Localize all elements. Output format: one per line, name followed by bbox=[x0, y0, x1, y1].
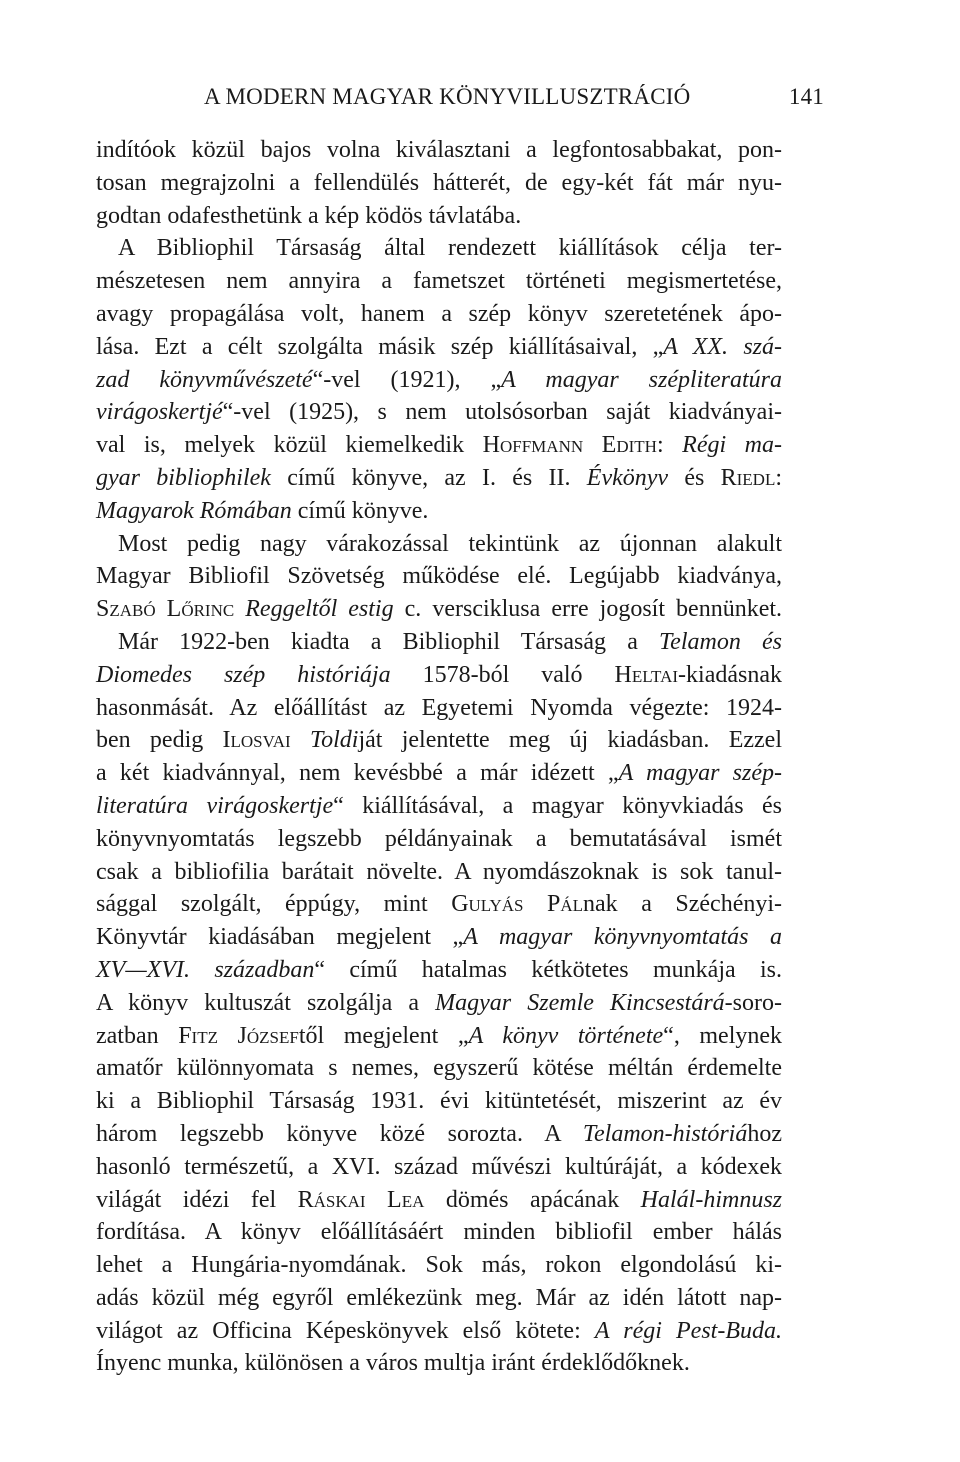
text-line bbox=[96, 757, 782, 790]
text-segment: Ínyenc munka, különösen a város multja iránt érdeklődőknek. bbox=[96, 1350, 690, 1377]
text-line bbox=[96, 1052, 782, 1085]
text-segment: “ című hatalmas kétkötetes munkája is. bbox=[314, 956, 782, 983]
text-segment bbox=[291, 727, 310, 753]
text-segment: zatban bbox=[96, 1022, 179, 1049]
text-line bbox=[96, 888, 782, 921]
text-line bbox=[96, 396, 782, 429]
text-line bbox=[96, 364, 782, 397]
text-segment: től megjelent „ bbox=[298, 1022, 469, 1049]
text-line bbox=[96, 1085, 782, 1118]
italic-text: zad könyvművészeté bbox=[96, 366, 313, 393]
text-segment: Magyar Bibliofil Szövetség működése elé. Legújabb kiadványa, bbox=[96, 563, 782, 590]
text-line bbox=[96, 1216, 782, 1249]
text-line bbox=[96, 626, 782, 659]
italic-text: A régi Pest-Buda. bbox=[594, 1317, 782, 1344]
italic-text: Toldi bbox=[309, 727, 359, 754]
text-segment: val is, melyek közül kiemelkedik bbox=[96, 432, 483, 459]
text-segment: hasonmását. Az előállítást az Egyetemi Nyomda végezte: 1924- bbox=[96, 694, 782, 721]
text-line bbox=[96, 167, 782, 200]
text-segment: -soro- bbox=[724, 989, 782, 1016]
text-segment: A könyv kultuszát szolgálja a bbox=[96, 989, 436, 1016]
text-segment: “-vel (1921), „ bbox=[312, 366, 502, 393]
text-line bbox=[96, 134, 782, 167]
text-line bbox=[96, 724, 782, 757]
text-segment: ki a Bibliophil Társaság 1931. évi kitüntetését, miszerint az év bbox=[96, 1088, 782, 1115]
text-line bbox=[96, 232, 782, 265]
text-line bbox=[96, 1118, 782, 1151]
text-segment: indítóok közül bajos volna kiválasztani a legfontosabbakat, pon- bbox=[96, 137, 782, 163]
text-segment: című könyve, az I. és II. bbox=[270, 464, 587, 491]
text-segment: mészetesen nem annyira a fametszet történeti megismertetése, bbox=[96, 268, 782, 295]
text-line bbox=[96, 856, 782, 889]
italic-text: Diomedes szép históriája bbox=[96, 661, 391, 688]
text-segment: ben pedig bbox=[96, 727, 223, 754]
text-line bbox=[96, 1151, 782, 1184]
text-segment: világot az Officina Képeskönyvek első kötete: bbox=[96, 1317, 595, 1344]
italic-text: Telamon-históriá bbox=[582, 1120, 748, 1147]
italic-text: A XX. szá- bbox=[663, 333, 782, 360]
page-number: 141 bbox=[788, 84, 824, 109]
italic-text: A magyar könyvnyomtatás a bbox=[463, 924, 782, 951]
text-segment: a két kiadvánnyal, nem kevésbbé a már idézett „ bbox=[96, 760, 619, 787]
text-segment: A Bibliophil Társaság által rendezett kiállítások célja ter- bbox=[118, 235, 782, 262]
text-segment: hasonló természetű, a XVI. század művészi kultúráját, a kódexek bbox=[96, 1153, 782, 1180]
text-segment: : bbox=[775, 464, 782, 491]
text-line bbox=[96, 1020, 782, 1053]
text-segment: nak a Széchényi- bbox=[583, 891, 783, 918]
text-segment: csak a bibliofilia barátait növelte. A nyomdászoknak is sok tanul- bbox=[96, 858, 782, 885]
text-line bbox=[96, 692, 782, 725]
italic-text: Reggeltől estig bbox=[245, 596, 394, 623]
small-caps-name: Ráskai Lea bbox=[297, 1186, 425, 1213]
small-caps-name: Heltai bbox=[614, 661, 679, 688]
text-segment: Könyvtár kiadásában megjelent „ bbox=[96, 924, 464, 951]
text-segment: : bbox=[656, 432, 683, 459]
text-segment: három legszebb könyve közé sorozta. A bbox=[96, 1120, 583, 1147]
text-line bbox=[96, 790, 782, 823]
text-line bbox=[96, 331, 782, 364]
body-text bbox=[96, 134, 782, 1380]
text-line bbox=[96, 495, 782, 528]
text-line bbox=[96, 987, 782, 1020]
small-caps-name: Fitz József bbox=[178, 1022, 299, 1049]
italic-text: A könyv története bbox=[468, 1022, 664, 1049]
italic-text: A magyar szépliteratúra bbox=[501, 366, 783, 393]
text-segment: hoz bbox=[747, 1120, 782, 1147]
text-segment: -kiadásnak bbox=[678, 661, 782, 688]
text-segment: “ kiállításával, a magyar könyvkiadás és bbox=[333, 792, 782, 819]
small-caps-name: Riedl bbox=[720, 464, 776, 491]
italic-text: A magyar szép- bbox=[618, 760, 782, 787]
small-caps-name: Ilosvai bbox=[222, 727, 291, 754]
small-caps-name: Hoffmann Edith bbox=[482, 432, 657, 459]
text-line bbox=[96, 1184, 782, 1217]
italic-text: virágoskertjé bbox=[96, 399, 223, 426]
text-line bbox=[96, 265, 782, 298]
italic-text: literatúra virágoskertje bbox=[96, 792, 334, 819]
text-segment: lehet a Hungária-nyomdának. Sok más, rokon elgondolású ki- bbox=[96, 1252, 782, 1279]
text-segment: sággal szolgált, éppúgy, mint bbox=[96, 891, 452, 918]
text-segment: adás közül még egyről emlékezünk meg. Már az idén látott nap- bbox=[96, 1284, 782, 1311]
text-line bbox=[96, 1347, 782, 1380]
text-line bbox=[96, 200, 782, 233]
small-caps-name: Szabó Lőrinc bbox=[96, 596, 235, 623]
text-segment: dömés apácának bbox=[424, 1186, 641, 1213]
text-segment: c. versciklusa erre jogosít bennünket. bbox=[393, 596, 783, 623]
text-segment bbox=[234, 596, 245, 622]
text-line bbox=[96, 1249, 782, 1282]
running-head bbox=[204, 84, 824, 114]
text-line bbox=[96, 462, 782, 495]
text-segment: Most pedig nagy várakozással tekintünk az újonnan alakult bbox=[118, 530, 782, 557]
italic-text: Magyarok Rómában bbox=[96, 497, 292, 524]
text-segment: Már 1922-ben kiadta a Bibliophil Társaság a bbox=[118, 628, 660, 655]
text-segment: tosan megrajzolni a fellendülés hátterét, de egy-két fát már nyu- bbox=[96, 169, 782, 196]
text-segment: fordítása. A könyv előállításáért minden bibliofil ember hálás bbox=[96, 1219, 782, 1246]
italic-text: XV—XVI. században bbox=[96, 956, 315, 983]
text-line bbox=[96, 921, 782, 954]
small-caps-name: Gulyás Pál bbox=[451, 891, 584, 918]
text-line bbox=[96, 1315, 782, 1348]
italic-text: Régi ma- bbox=[682, 432, 783, 459]
text-segment: című könyve. bbox=[291, 497, 429, 524]
text-segment: lása. Ezt a célt szolgálta másik szép kiállításaival, „ bbox=[96, 333, 664, 360]
text-line bbox=[96, 659, 782, 692]
text-line bbox=[96, 954, 782, 987]
text-line bbox=[96, 298, 782, 331]
text-line bbox=[96, 560, 782, 593]
italic-text: Évkönyv bbox=[586, 464, 669, 491]
running-head-title: A MODERN MAGYAR KÖNYVILLUSZTRÁCIÓ bbox=[204, 84, 691, 109]
italic-text: gyar bibliophilek bbox=[96, 464, 271, 491]
text-segment: “, melynek bbox=[663, 1022, 783, 1049]
text-line bbox=[96, 823, 782, 856]
text-line bbox=[96, 528, 782, 561]
italic-text: Telamon és bbox=[659, 628, 782, 655]
text-line bbox=[96, 593, 782, 626]
text-line bbox=[96, 1282, 782, 1315]
text-line bbox=[96, 429, 782, 462]
text-segment: 1578-ból való bbox=[390, 661, 615, 688]
text-segment: és bbox=[668, 464, 721, 491]
text-segment: könyvnyomtatás legszebb példányainak a bemutatásával ismét bbox=[96, 825, 782, 852]
text-segment: világát idézi fel bbox=[96, 1186, 298, 1213]
text-segment: avagy propagálása volt, hanem a szép könyv szeretetének ápo- bbox=[96, 300, 782, 327]
text-segment: godtan odafesthetünk a kép ködös távlatába. bbox=[96, 202, 522, 229]
text-segment: amatőr különnyomata s nemes, egyszerű kötése méltán érdemelte bbox=[96, 1055, 782, 1082]
italic-text: Halál-himnusz bbox=[640, 1186, 783, 1213]
text-segment: “-vel (1925), s nem utolsósorban saját kiadványai- bbox=[222, 399, 782, 426]
italic-text: Magyar Szemle Kincsestárá bbox=[435, 989, 725, 1016]
text-segment: ját jelentette meg új kiadásban. Ezzel bbox=[358, 727, 782, 754]
